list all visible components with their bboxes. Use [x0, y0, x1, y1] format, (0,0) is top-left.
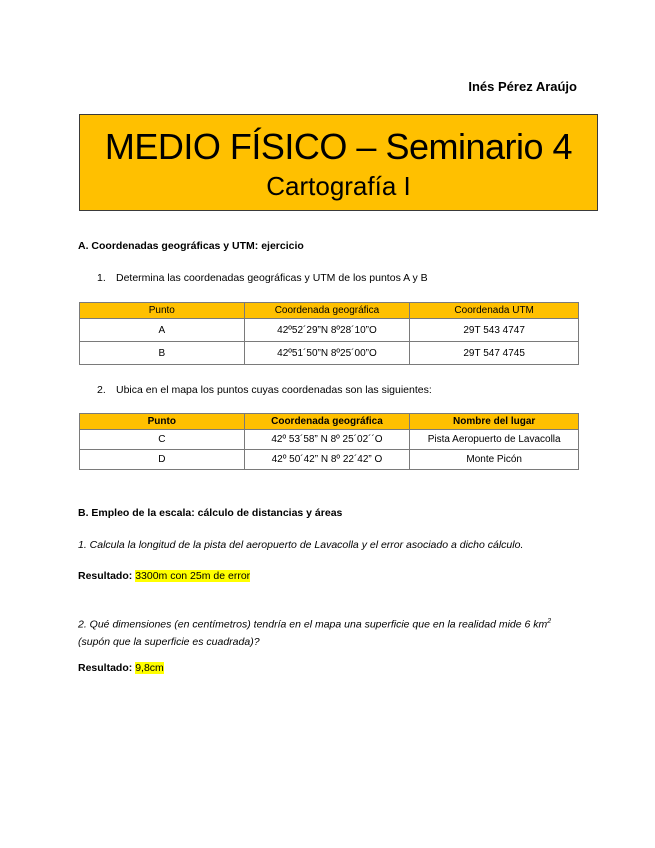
table-cell: Pista Aeropuerto de Lavacolla — [410, 430, 579, 450]
column-header: Coordenada geográfica — [244, 303, 410, 319]
column-header: Coordenada UTM — [410, 303, 579, 319]
column-header: Punto — [80, 303, 245, 319]
table-cell: 29T 547 4745 — [410, 342, 579, 365]
table-cell: 42º51´50”N 8º25´00”O — [244, 342, 410, 365]
result-2-value: 9,8cm — [135, 662, 164, 674]
question-2 — [78, 613, 583, 651]
item-1-text: Determina las coordenadas geográficas y UTM de los puntos A y B — [116, 272, 428, 284]
table-row — [80, 342, 579, 365]
section-b-heading: B. Empleo de la escala: cálculo de distancias y áreas — [78, 507, 343, 519]
author-name: Inés Pérez Araújo — [468, 79, 577, 94]
table-cell: Monte Picón — [410, 450, 579, 470]
question-2-text: 2. Qué dimensiones (en centímetros) tendría en el mapa una superficie que en la realidad mide 6 km — [78, 618, 548, 631]
table-header-row — [80, 414, 579, 430]
table-cell: 42º52´29”N 8º28´10”O — [244, 319, 410, 342]
table-cell: D — [80, 450, 245, 470]
table-cell: 42º 50´42” N 8º 22´42” O — [244, 450, 410, 470]
question-2-text-end: (supón que la superficie es cuadrada)? — [78, 635, 260, 648]
question-2-superscript: 2 — [547, 618, 552, 625]
table-cell: C — [80, 430, 245, 450]
table-cell: B — [80, 342, 245, 365]
section-a-heading: A. Coordenadas geográficas y UTM: ejercicio — [78, 240, 304, 252]
question-1: 1. Calcula la longitud de la pista del aeropuerto de Lavacolla y el error asociado a dicho cálculo. — [78, 539, 524, 551]
table-header-row — [80, 303, 579, 319]
column-header: Nombre del lugar — [410, 414, 579, 430]
table-coordinates-ab — [79, 302, 579, 365]
column-header: Coordenada geográfica — [244, 414, 410, 430]
title-box — [79, 114, 598, 211]
result-1-label: Resultado: — [78, 570, 133, 582]
item-1 — [97, 272, 428, 284]
item-2-number: 2. — [97, 384, 106, 396]
result-1 — [78, 570, 250, 582]
item-2 — [97, 384, 432, 396]
item-1-number: 1. — [97, 272, 106, 284]
result-2 — [78, 662, 164, 674]
column-header: Punto — [80, 414, 245, 430]
table-row — [80, 430, 579, 450]
table-row — [80, 450, 579, 470]
result-2-label: Resultado: — [78, 662, 133, 674]
table-cell: A — [80, 319, 245, 342]
item-2-text: Ubica en el mapa los puntos cuyas coordenadas son las siguientes: — [116, 384, 432, 396]
result-1-value: 3300m con 25m de error — [135, 570, 251, 582]
table-row — [80, 319, 579, 342]
page-title: MEDIO FÍSICO – Seminario 4 — [104, 126, 573, 167]
page-subtitle: Cartografía I — [266, 171, 411, 201]
table-cell: 42º 53´58” N 8º 25´02´´O — [244, 430, 410, 450]
table-cell: 29T 543 4747 — [410, 319, 579, 342]
table-locations-cd — [79, 413, 579, 470]
